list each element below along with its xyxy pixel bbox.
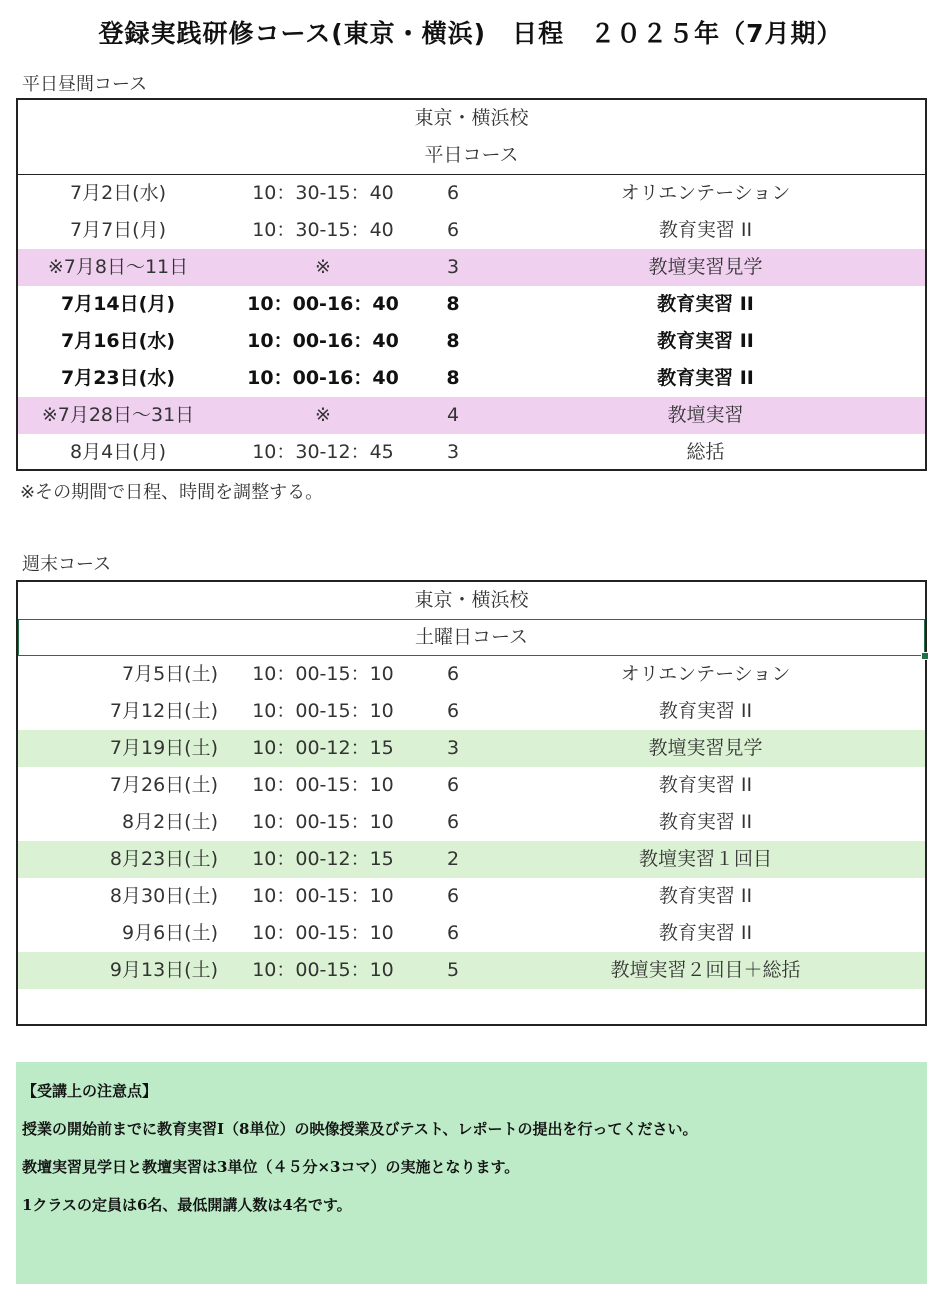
time-cell: 10：00-15：10: [252, 922, 394, 944]
weekend-rows: [18, 656, 925, 989]
date-cell: 9月6日(土): [121, 922, 218, 944]
time-cell: 10：00-12：15: [252, 848, 394, 870]
table-row[interactable]: [18, 175, 925, 212]
time-cell: 10：00-15：10: [252, 774, 394, 796]
notice-line-3: 1クラスの定員は6名、最低開講人数は4名です。: [22, 1196, 352, 1214]
content-cell: 総括: [686, 441, 725, 463]
units-cell: 6: [446, 182, 460, 204]
time-cell: ※: [315, 256, 331, 278]
units-cell: 6: [446, 811, 460, 833]
units-cell: 2: [446, 848, 460, 870]
units-cell: 3: [446, 737, 460, 759]
time-cell: 10：00-16：40: [247, 293, 399, 315]
content-cell: 教育実習 II: [658, 885, 753, 907]
time-cell: 10：00-12：15: [252, 737, 394, 759]
date-cell: 7月7日(月): [69, 219, 166, 241]
content-cell: 教育実習 II: [658, 700, 753, 722]
units-cell: 6: [446, 219, 460, 241]
table-row[interactable]: [18, 841, 925, 878]
content-cell: 教育実習 II: [658, 922, 753, 944]
content-cell: オリエンテーション: [620, 663, 791, 685]
content-cell: 教育実習 II: [657, 367, 754, 389]
table-row[interactable]: [18, 656, 925, 693]
weekday-schedule-table: [16, 98, 927, 471]
date-cell: ※7月28日～31日: [41, 404, 195, 426]
units-cell: 6: [446, 774, 460, 796]
table-row[interactable]: [18, 693, 925, 730]
weekday-section-label: 平日昼間コース: [22, 74, 148, 95]
content-cell: オリエンテーション: [620, 182, 791, 204]
table-row[interactable]: [18, 249, 925, 286]
date-cell: 9月13日(土): [109, 959, 218, 981]
notice-line-2: 教壇実習見学日と教壇実習は3単位（４５分×3コマ）の実施となります。: [22, 1158, 520, 1176]
time-cell: 10：00-16：40: [247, 367, 399, 389]
time-cell: 10：00-15：10: [252, 811, 394, 833]
time-cell: 10：00-15：10: [252, 959, 394, 981]
units-cell: 6: [446, 700, 460, 722]
table-row[interactable]: [18, 397, 925, 434]
table-row[interactable]: [18, 730, 925, 767]
notice-line-1: 授業の開始前までに教育実習Ⅰ（8単位）の映像授業及びテスト、レポートの提出を行ってください。: [22, 1120, 698, 1138]
date-cell: 7月5日(土): [121, 663, 218, 685]
units-cell: 8: [446, 367, 460, 389]
date-cell: 8月4日(月): [69, 441, 166, 463]
table-row[interactable]: [18, 286, 925, 323]
date-cell: 8月23日(土): [109, 848, 218, 870]
weekday-campus-header[interactable]: 東京・横浜校: [414, 107, 529, 129]
units-cell: 6: [446, 663, 460, 685]
table-row[interactable]: [18, 212, 925, 249]
time-cell: 10：00-15：10: [252, 885, 394, 907]
time-cell: 10：30-15：40: [252, 219, 394, 241]
weekend-course-header-label: 土曜日コース: [414, 626, 529, 648]
table-row[interactable]: [18, 915, 925, 952]
weekday-note: ※その期間で日程、時間を調整する。: [20, 482, 324, 503]
content-cell: 教壇実習: [667, 404, 744, 426]
table-row[interactable]: [18, 434, 925, 471]
units-cell: 3: [446, 441, 460, 463]
table-row[interactable]: [18, 952, 925, 989]
units-cell: 8: [446, 293, 460, 315]
table-row[interactable]: [18, 323, 925, 360]
date-cell: 7月16日(水): [60, 330, 176, 352]
units-cell: 6: [446, 885, 460, 907]
notice-heading: 【受講上の注意点】: [22, 1082, 158, 1100]
time-cell: 10：00-16：40: [247, 330, 399, 352]
date-cell: 7月2日(水): [69, 182, 166, 204]
weekday-course-header[interactable]: 平日コース: [424, 144, 519, 166]
table-row[interactable]: [18, 804, 925, 841]
content-cell: 教壇実習１回目: [638, 848, 772, 870]
date-cell: 8月30日(土): [109, 885, 218, 907]
time-cell: 10：00-15：10: [252, 663, 394, 685]
content-cell: 教育実習 II: [657, 293, 754, 315]
time-cell: 10：30-12：45: [252, 441, 394, 463]
units-cell: 4: [446, 404, 460, 426]
content-cell: 教壇実習見学: [648, 256, 763, 278]
content-cell: 教育実習 II: [657, 330, 754, 352]
table-row[interactable]: [18, 878, 925, 915]
date-cell: 8月2日(土): [121, 811, 218, 833]
page-title: 登録実践研修コース(東京・横浜) 日程 ２０２５年（7月期）: [98, 19, 843, 48]
content-cell: 教育実習 II: [658, 219, 753, 241]
table-row[interactable]: [18, 767, 925, 804]
content-cell: 教壇実習見学: [648, 737, 763, 759]
units-cell: 3: [446, 256, 460, 278]
weekday-rows: [18, 175, 925, 471]
weekend-schedule-table: [16, 580, 927, 1026]
table-row[interactable]: [18, 360, 925, 397]
weekend-course-header-selected-cell[interactable]: [18, 619, 925, 656]
time-cell: 10：30-15：40: [252, 182, 394, 204]
date-cell: 7月19日(土): [109, 737, 218, 759]
date-cell: ※7月8日～11日: [47, 256, 189, 278]
units-cell: 8: [446, 330, 460, 352]
weekend-section-label: 週末コース: [22, 554, 112, 575]
time-cell: 10：00-15：10: [252, 700, 394, 722]
time-cell: ※: [315, 404, 331, 426]
notice-box: [16, 1062, 927, 1284]
weekend-campus-header[interactable]: 東京・横浜校: [414, 589, 529, 611]
units-cell: 5: [446, 959, 460, 981]
date-cell: 7月26日(土): [109, 774, 218, 796]
content-cell: 教壇実習２回目＋総括: [610, 959, 801, 981]
date-cell: 7月23日(水): [60, 367, 176, 389]
date-cell: 7月14日(月): [60, 293, 176, 315]
content-cell: 教育実習 II: [658, 774, 753, 796]
units-cell: 6: [446, 922, 460, 944]
content-cell: 教育実習 II: [658, 811, 753, 833]
date-cell: 7月12日(土): [109, 700, 218, 722]
